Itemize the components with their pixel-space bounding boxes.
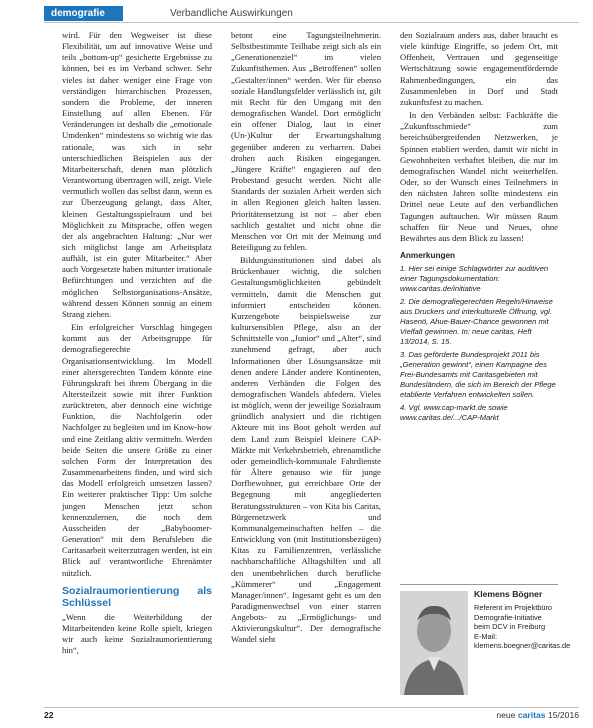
author-photo — [400, 591, 468, 695]
page-header — [44, 6, 579, 23]
article-column-3 — [400, 30, 558, 426]
journal-prefix: neue — [496, 710, 518, 720]
footnote: 2. Die demografiegerechten Regeln/Hinweise aus Druckers und interkulturelle Öffnung, vgl. Hasenö, Ahue-Bauer-Chance gewonnen mit Vielfalt gewinnen. In: neue caritas, Heft 13/2014, S. 15. — [400, 297, 553, 347]
section-subtitle: Verbandliche Auswirkungen — [170, 8, 293, 19]
journal-issue: 15/2016 — [545, 710, 579, 720]
author-box — [400, 584, 571, 703]
footnote: 4. Vgl. www.cap-markt.de sowie www.caritas.de/.../CAP-Markt — [400, 403, 508, 423]
page-footer — [44, 707, 579, 722]
body-paragraph: Bildungsinstitutionen sind dabei als Brückenbauer wichtig, die solchen Gestaltungsmöglichkeiten gebündelt vermitteln, damit die Menschen gut informiert entscheiden können. Kurzengebote beispielsweise zur kultursensiblen Pflege, also an der Schnittstelle von „Junior“ und „Alter“, sind zunehmend gefragt, aber auch Informationen über Lösungsansätze mit denen andere Länder andere Kontinenten, anderen Verbänden die Folgen des demografischen Wandels abfedern. Vieles ist möglich, wenn der jeweilige Sozialraum gründlich analysiert und die richtigen Akteure mit ins Boot geholt werden auf dem Land zum Beispiel kleinere CAP-Märkte mit Verkehrsbetrieb, ehrenamtliche oder gemeindlich-kommunale Fahrdienste für Ältere genauso wie für junge Dorfbewohner, gut erreichbare Orte der Begegnung mit angegliederten Beratungsstrukturen – von Kita bis Caritas, Bürgernetzwerk und Kommunalgemeinschaften helfen – die Entwicklung von (mit Institutionsbezügen) Kitas zu Familienzentren, verlässliche nachbarschaftliche Alltagshilfen und all den unentbehrlichen durch berufliche „Kümmerer“ und „Engagement Manager/innen“. Ingesamt geht es um den Paradigmenwechsel von einer starren Angebots- zu „Ermöglichungs- und Aktivierungskultur“. Der demografische Wandel sieht — [231, 255, 381, 645]
article-subheading: Sozialraumorientierung als Schlüssel — [62, 584, 212, 609]
page-number: 22 — [44, 710, 54, 720]
body-paragraph: Ein erfolgreicher Vorschlag hingegen kommt aus der Arbeitsgruppe für demografiegerechte Organisationsentwicklung. Im Modell einer altersgerechten Tandem könnte eine Führungskraft bei ihrem Übergang in die Altersteilzeit sowie mit ihrer Funktion zurücktreten, aber dennoch eine wichtige Funktion, die Nachfolgerin oder Nachfolger zu begleiten und im Know-how und eine Zeitlang aktiv vermitteln. Werden beide Seiten die unsere Größe zu einer solchen Form der Interpretation des Zusammenarbeitens finden, und wird sich das Modell erfolgreich umsetzen lassen? Ein weiterer praktischer Tipp: Um solche jungen Menschen jetzt schon kennenzulernen, die noch dem Ausscheiden der „Babyboomer-Generation“ mit dem Berufsleben die Caritasarbeit weiterzutragen werden, ist ein Blick auf verantwortliche Ehrenämter nützlich. — [62, 322, 212, 578]
body-paragraph: „Wenn die Weiterbildung der Mitarbeitenden keine Rolle spielt, kriegen wir auch keine Sozialraumorientierung hin“, — [62, 611, 212, 656]
section-tag: demografie — [44, 6, 123, 21]
article-column-2 — [231, 30, 381, 646]
author-name: Klemens Bögner — [474, 589, 543, 599]
body-paragraph: wird. Für den Wegweiser ist diese Flexibilität, um auf innovative Weise und teils „bottom-up“ gesicherte Ergebnisse zu können, bei es im Verband schwer. Sehr vieles ist daher weniger eine Frage von verständigen hierarchischen Prozessen, sondern die Probleme, der inneren Einstellung auf allen Ebenen. Für Veränderungen ist deshalb die „emotionale Umdenken“ mindestens so wichtig wie das rationale, was sich in sehr unterschiedlichen Beispielen aus der Mitarbeiterschaft, denen man plötzlich Verantwortung übertragen will, zeigt. Viele vermutlich wollen das selbst dann, wenn es zur Überzeugung gelangt, dass Alter, kleinen Gestaltungsspielraum und bei Möglichkeit zu Mitsprache, offen wegen der als angebrachten Haltung: „Nur wer sich möglichst lange am Arbeitsplatz aufhält, ist ein guter Mitarbeiter.“ Aber auch Vorgesetzte haben mitunter irrationale Befürchtungen und verzichten auf die möglichen Selbstorganisations-Ansätze, während dessen Können sonnig an einem Strang ziehen. — [62, 30, 212, 319]
body-paragraph: den Sozialraum anders aus, daher braucht es viele künftige Eingriffe, so jedem Ort, mit Offenheit, Vertrauen und gegenseitige Wertschätzung sowie engagementfördernde Rahmenbedingungen, ein das Zusammenleben in Dorf und Stadt zukunftsfest zu machen. — [400, 30, 558, 107]
footnote: 1. Hier sei einige Schlagwörter zur auditiven einer Tagungsdokumentation: www.caritas.de/initiative — [400, 264, 549, 294]
body-paragraph: In den Verbänden selbst: Fachkräfte die „Zukunftsschmiede“ zum bereichsübergreifenden Netzwerken, je Spinnen etabliert werden, damit wir nicht in Gewohnheiten verhaftet bleiben, die nur im demografischen Wandel nicht weiterhelfen. Oder, so der Wunsch eines Teilnehmers in den nächsten Jahren sollte mindestens ein Drittel neue Leute auf den verbandlichen Tagungen auftauchen. Wir müssen Raum schaffen für Neue und Neues, ohne Bewährtes aus dem Blick zu lassen! — [400, 110, 558, 243]
journal-reference — [496, 710, 579, 720]
notes-heading: Anmerkungen — [400, 250, 456, 260]
body-paragraph: betont eine Tagungsteilnehmerin. Selbstbestimmte Teilhabe zeigt sich als ein „Generationenziel“ im vielen Zukunftsthemen. Aus „Betroffenen“ sollen „Gestalter/innen“ werden. Wer für ebenso soziale Handlungsfelder verlässlich ist, gilt mit Recht für den Umgang mit den demografischen Wandel. Dort ermöglicht ein offener Dialog, laut in einer (Un-)Kultur der Erwartungshaltung gegenüber anderen zu verharren. Dabei drohen auch Risiken eingegangen. „Jüngere Kräfte“ engagieren auf den Probestand gesucht werden. Nicht alle Standards der sozialen Arbeit werden sich in allen Regionen gleich halten lassen. Prioritätensetzung ist not – aber eben sachlich gestaltet und nicht ohne die Menschen vor Ort mit der Meinung und Beteiligung zu fehlen. — [231, 30, 381, 252]
footnote: 3. Das geförderte Bundesprojekt 2011 bis „Generation gewinnt“, einen Kampagne des Frei-Bundesamts mit Caritasgebieten mit Bundesländern, die sich im Bereich der Pflege etablierte Verfahren entwickelten sollen. — [400, 350, 556, 400]
portrait-image — [400, 591, 468, 695]
journal-name: caritas — [517, 710, 546, 720]
author-bio: Referent im Projektbüro Demografie-Initiative beim DCV in Freiburg E-Mail: klemens.boegner@caritas.de — [474, 603, 571, 651]
article-column-1 — [62, 30, 212, 656]
